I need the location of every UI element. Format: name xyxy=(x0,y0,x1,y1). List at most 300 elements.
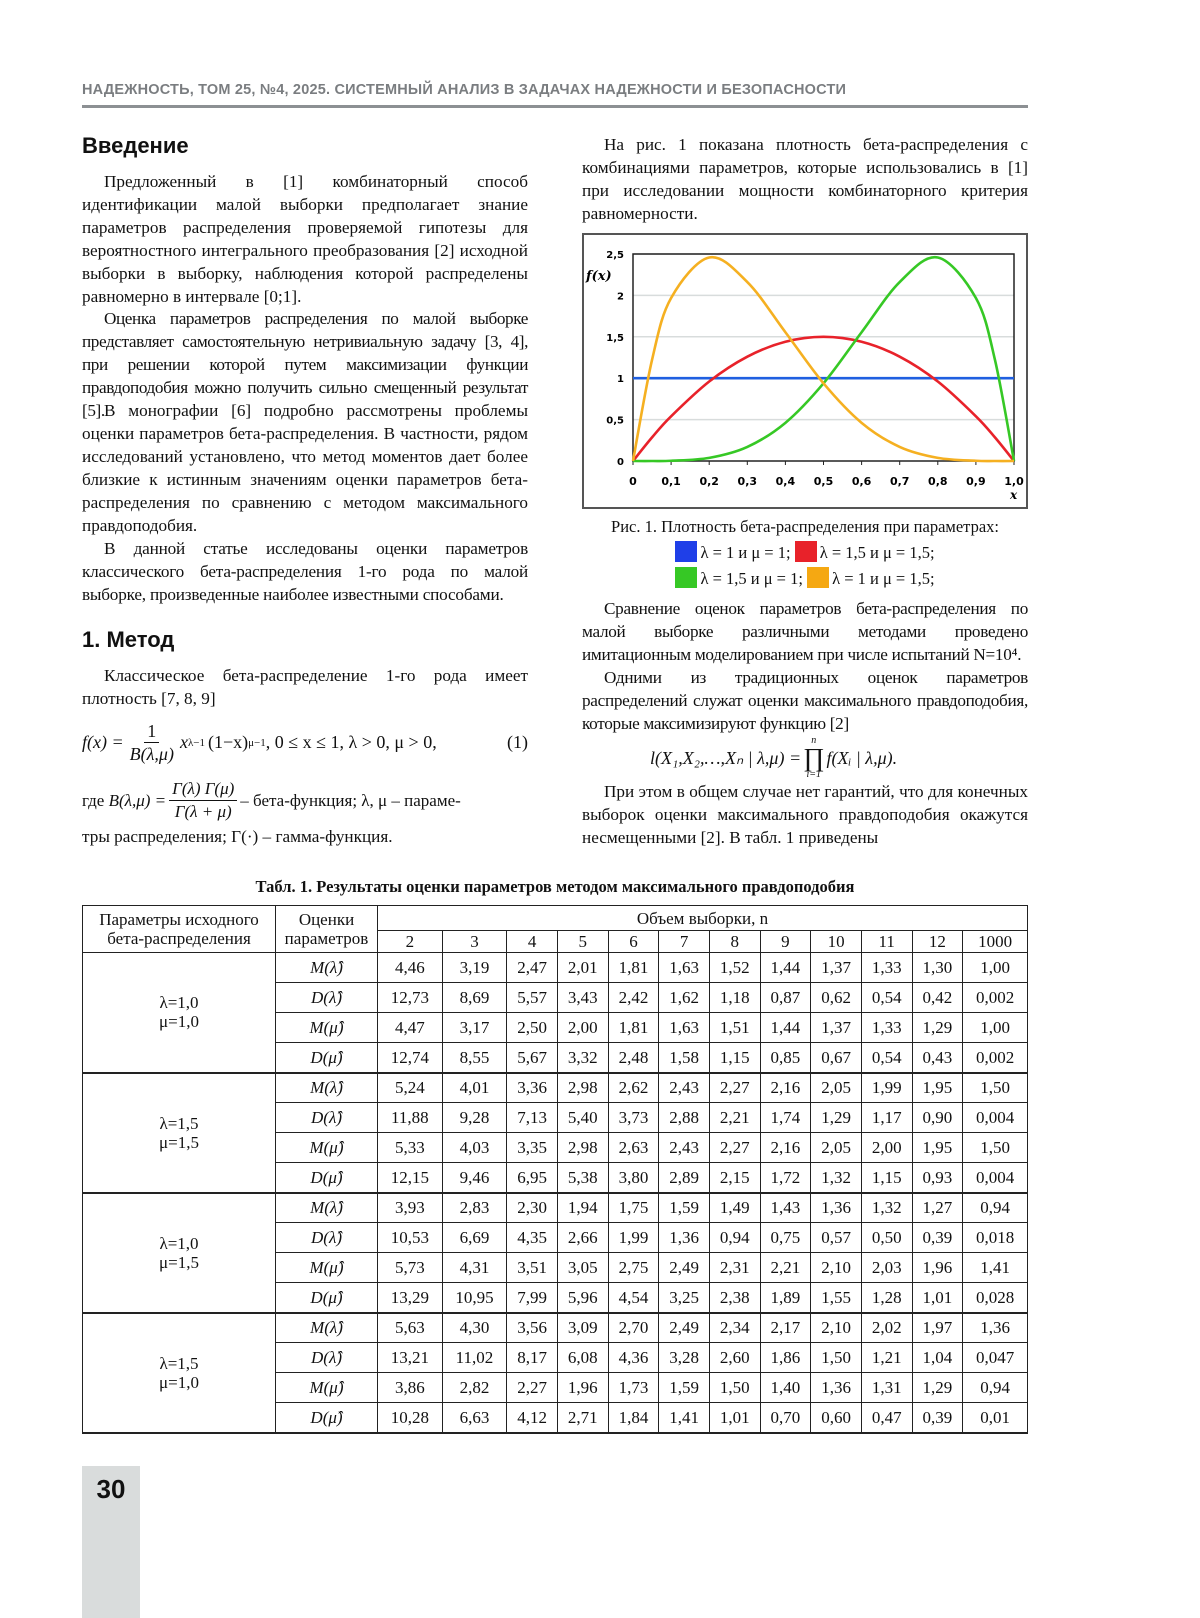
col-header-n: 10 xyxy=(811,931,862,953)
col-header-n: 2 xyxy=(378,931,443,953)
value-cell: 5,63 xyxy=(378,1313,443,1343)
value-cell: 1,99 xyxy=(608,1223,659,1253)
value-cell: 2,48 xyxy=(608,1043,659,1073)
eq-exp2: μ−1 xyxy=(248,737,266,749)
value-cell: 0,85 xyxy=(760,1043,811,1073)
value-cell: 0,047 xyxy=(963,1343,1028,1373)
value-cell: 3,36 xyxy=(507,1073,558,1103)
value-cell: 1,29 xyxy=(912,1013,963,1043)
value-cell: 6,69 xyxy=(442,1223,507,1253)
estimate-label: M(μ̂) xyxy=(276,1373,378,1403)
value-cell: 5,96 xyxy=(557,1283,608,1313)
value-cell: 1,15 xyxy=(709,1043,760,1073)
table-title: Табл. 1. Результаты оценки параметров методом максимального правдоподобия xyxy=(82,877,1028,897)
x-tick-label: 0,5 xyxy=(814,475,834,488)
sample-size-label: Объем выборки, n xyxy=(637,909,768,928)
eq-number: (1) xyxy=(507,732,528,753)
value-cell: 1,15 xyxy=(861,1163,912,1193)
value-cell: 1,63 xyxy=(659,953,710,983)
value-cell: 1,86 xyxy=(760,1343,811,1373)
value-cell: 2,43 xyxy=(659,1073,710,1103)
col-header-estimates: Оценки параметров xyxy=(276,906,378,953)
param-label: λ=1,0 xyxy=(83,993,275,1012)
eq-exp1: λ−1 xyxy=(188,737,205,749)
value-cell: 5,57 xyxy=(507,983,558,1013)
value-cell: 2,63 xyxy=(608,1133,659,1163)
estimate-label: D(λ̂) xyxy=(276,983,378,1013)
value-cell: 0,54 xyxy=(861,983,912,1013)
value-cell: 2,03 xyxy=(861,1253,912,1283)
y-axis-label: f(x) xyxy=(585,269,612,284)
value-cell: 11,88 xyxy=(378,1103,443,1133)
estimate-label: D(μ̂) xyxy=(276,1283,378,1313)
value-cell: 1,01 xyxy=(709,1403,760,1433)
value-cell: 3,86 xyxy=(378,1373,443,1403)
value-cell: 13,21 xyxy=(378,1343,443,1373)
value-cell: 9,46 xyxy=(442,1163,507,1193)
estimate-label: M(μ̂) xyxy=(276,1253,378,1283)
value-cell: 0,39 xyxy=(912,1403,963,1433)
x-axis-label: x xyxy=(1009,488,1018,502)
value-cell: 1,52 xyxy=(709,953,760,983)
estimate-label: D(μ̂) xyxy=(276,1403,378,1433)
value-cell: 1,74 xyxy=(760,1103,811,1133)
value-cell: 1,97 xyxy=(912,1313,963,1343)
value-cell: 12,15 xyxy=(378,1163,443,1193)
param-label: λ=1,0 xyxy=(83,1234,275,1253)
value-cell: 1,50 xyxy=(963,1073,1028,1103)
param-cell xyxy=(83,1073,276,1193)
value-cell: 0,94 xyxy=(963,1373,1028,1403)
value-cell: 4,03 xyxy=(442,1133,507,1163)
eq-rhs: f(Xᵢ | λ,μ). xyxy=(827,748,898,769)
header-rule xyxy=(82,105,1028,108)
series-line-2 xyxy=(633,257,1014,461)
eq-numerator: Γ(λ) Γ(μ) xyxy=(169,778,237,801)
value-cell: 2,98 xyxy=(557,1133,608,1163)
value-cell: 5,67 xyxy=(507,1043,558,1073)
value-cell: 1,41 xyxy=(659,1403,710,1433)
value-cell: 4,30 xyxy=(442,1313,507,1343)
col-header-n: 3 xyxy=(442,931,507,953)
value-cell: 3,19 xyxy=(442,953,507,983)
value-cell: 1,75 xyxy=(608,1193,659,1223)
value-cell: 7,99 xyxy=(507,1283,558,1313)
estimate-label: M(μ̂) xyxy=(276,1133,378,1163)
value-cell: 2,60 xyxy=(709,1343,760,1373)
caption-text: Рис. 1. Плотность бета-распределения при параметрах: xyxy=(582,514,1028,540)
eq-lhs: l(X₁,X₂,…,Xₙ | λ,μ) = xyxy=(650,748,801,769)
paragraph: Предложенный в [1] комбинаторный способ идентификации малой выборки предполагает знание параметров распределения проверяемой гипотезы для вероятностного интегрального преобразования [2] исходной выборки в выборку, наблюдения которой распределены равномерно в интервале [0;1]. xyxy=(82,170,528,308)
value-cell: 2,16 xyxy=(760,1133,811,1163)
col-header-n: 11 xyxy=(861,931,912,953)
value-cell: 2,34 xyxy=(709,1313,760,1343)
x-tick-label: 0,3 xyxy=(738,475,758,488)
col-header-params: Параметры исходного бета-распределения xyxy=(83,906,276,953)
value-cell: 2,88 xyxy=(659,1103,710,1133)
value-cell: 2,27 xyxy=(507,1373,558,1403)
value-cell: 3,51 xyxy=(507,1253,558,1283)
value-cell: 1,59 xyxy=(659,1373,710,1403)
value-cell: 5,33 xyxy=(378,1133,443,1163)
y-tick-label: 1,5 xyxy=(606,333,624,344)
eq-lower-limit: i=1 xyxy=(807,770,822,780)
value-cell: 8,17 xyxy=(507,1343,558,1373)
x-tick-label: 0,6 xyxy=(852,475,872,488)
param-label: μ=1,0 xyxy=(83,1373,275,1392)
y-tick-label: 1 xyxy=(617,374,624,385)
legend-label: λ = 1,5 и μ = 1; xyxy=(700,569,803,588)
value-cell: 0,62 xyxy=(811,983,862,1013)
value-cell: 2,38 xyxy=(709,1283,760,1313)
value-cell: 2,27 xyxy=(709,1133,760,1163)
value-cell: 4,36 xyxy=(608,1343,659,1373)
value-cell: 0,93 xyxy=(912,1163,963,1193)
value-cell: 4,54 xyxy=(608,1283,659,1313)
param-label: λ=1,5 xyxy=(83,1114,275,1133)
equation-1 xyxy=(82,720,528,765)
value-cell: 1,96 xyxy=(557,1373,608,1403)
value-cell: 11,02 xyxy=(442,1343,507,1373)
value-cell: 8,69 xyxy=(442,983,507,1013)
estimate-label: M(λ̂) xyxy=(276,1073,378,1103)
estimate-label: D(μ̂) xyxy=(276,1163,378,1193)
eq-mid: (1−x) xyxy=(208,732,248,753)
value-cell: 1,04 xyxy=(912,1343,963,1373)
value-cell: 5,40 xyxy=(557,1103,608,1133)
value-cell: 3,56 xyxy=(507,1313,558,1343)
value-cell: 1,33 xyxy=(861,1013,912,1043)
col-header-n: 8 xyxy=(709,931,760,953)
value-cell: 1,31 xyxy=(861,1373,912,1403)
estimate-label: M(λ̂) xyxy=(276,1313,378,1343)
value-cell: 2,66 xyxy=(557,1223,608,1253)
param-label: μ=1,5 xyxy=(83,1133,275,1152)
value-cell: 12,73 xyxy=(378,983,443,1013)
series-line-3 xyxy=(633,257,1014,461)
plot-frame xyxy=(633,254,1014,461)
results-table xyxy=(82,905,1028,1434)
value-cell: 1,95 xyxy=(912,1133,963,1163)
value-cell: 10,28 xyxy=(378,1403,443,1433)
value-cell: 3,25 xyxy=(659,1283,710,1313)
value-cell: 3,05 xyxy=(557,1253,608,1283)
legend-swatch-green xyxy=(675,567,697,588)
value-cell: 10,53 xyxy=(378,1223,443,1253)
value-cell: 2,42 xyxy=(608,983,659,1013)
paragraph: В монографии [6] подробно рассмотрены проблемы оценки параметров бета-распределения. В частности, рядом исследований установлено, что метод моментов дает более близкие к истинным значениям оценки параметров бета-распределения по сравнению с методом максимального правдоподобия. xyxy=(82,399,528,537)
value-cell: 6,08 xyxy=(557,1343,608,1373)
value-cell: 3,32 xyxy=(557,1043,608,1073)
series-line-1 xyxy=(633,337,1014,461)
running-header: НАДЕЖНОСТЬ, ТОМ 25, №4, 2025. СИСТЕМНЫЙ АНАЛИЗ В ЗАДАЧАХ НАДЕЖНОСТИ И БЕЗОПАСНОСТИ xyxy=(82,82,1028,98)
y-tick-label: 2,5 xyxy=(606,250,624,261)
eq-conditions: , 0 ≤ x ≤ 1, λ > 0, μ > 0, xyxy=(266,732,437,753)
estimate-label: D(λ̂) xyxy=(276,1343,378,1373)
col-header-n: 6 xyxy=(608,931,659,953)
value-cell: 1,33 xyxy=(861,953,912,983)
paragraph: На рис. 1 показана плотность бета-распределения с комбинациями параметров, которые использовались в [1] при исследовании мощности комбинаторного критерия равномерности. xyxy=(582,133,1028,225)
value-cell: 3,43 xyxy=(557,983,608,1013)
value-cell: 6,95 xyxy=(507,1163,558,1193)
y-tick-label: 0 xyxy=(617,457,624,468)
value-cell: 1,40 xyxy=(760,1373,811,1403)
value-cell: 2,05 xyxy=(811,1073,862,1103)
eq-prefix: где xyxy=(82,791,104,811)
value-cell: 0,018 xyxy=(963,1223,1028,1253)
value-cell: 1,72 xyxy=(760,1163,811,1193)
value-cell: 1,32 xyxy=(861,1193,912,1223)
paragraph: Одними из традиционных оценок параметров распределений служат оценки максимального правдоподобия, которые максимизируют функцию [2] xyxy=(582,666,1028,735)
value-cell: 1,50 xyxy=(709,1373,760,1403)
value-cell: 0,75 xyxy=(760,1223,811,1253)
value-cell: 0,004 xyxy=(963,1103,1028,1133)
value-cell: 0,67 xyxy=(811,1043,862,1073)
value-cell: 13,29 xyxy=(378,1283,443,1313)
value-cell: 1,43 xyxy=(760,1193,811,1223)
figure-1-chart xyxy=(582,233,1028,509)
product-symbol: ∏ xyxy=(803,746,824,770)
value-cell: 0,57 xyxy=(811,1223,862,1253)
value-cell: 1,29 xyxy=(811,1103,862,1133)
value-cell: 0,002 xyxy=(963,1043,1028,1073)
value-cell: 2,50 xyxy=(507,1013,558,1043)
value-cell: 1,36 xyxy=(963,1313,1028,1343)
value-cell: 1,51 xyxy=(709,1013,760,1043)
value-cell: 2,21 xyxy=(760,1253,811,1283)
value-cell: 1,58 xyxy=(659,1043,710,1073)
value-cell: 4,47 xyxy=(378,1013,443,1043)
param-cell xyxy=(83,953,276,1073)
legend-label: λ = 1 и μ = 1; xyxy=(700,543,790,562)
y-tick-label: 0,5 xyxy=(606,416,624,427)
value-cell: 2,83 xyxy=(442,1193,507,1223)
value-cell: 3,28 xyxy=(659,1343,710,1373)
table-row xyxy=(83,1073,1028,1103)
value-cell: 2,21 xyxy=(709,1103,760,1133)
value-cell: 2,10 xyxy=(811,1313,862,1343)
value-cell: 1,00 xyxy=(963,953,1028,983)
value-cell: 2,30 xyxy=(507,1193,558,1223)
value-cell: 4,12 xyxy=(507,1403,558,1433)
value-cell: 0,47 xyxy=(861,1403,912,1433)
value-cell: 2,71 xyxy=(557,1403,608,1433)
value-cell: 2,62 xyxy=(608,1073,659,1103)
eq-denominator: B(λ,μ) xyxy=(127,743,177,765)
value-cell: 9,28 xyxy=(442,1103,507,1133)
value-cell: 1,41 xyxy=(963,1253,1028,1283)
value-cell: 1,37 xyxy=(811,1013,862,1043)
value-cell: 1,94 xyxy=(557,1193,608,1223)
value-cell: 2,05 xyxy=(811,1133,862,1163)
value-cell: 5,24 xyxy=(378,1073,443,1103)
value-cell: 0,60 xyxy=(811,1403,862,1433)
value-cell: 1,89 xyxy=(760,1283,811,1313)
y-tick-label: 2 xyxy=(617,291,624,302)
value-cell: 4,01 xyxy=(442,1073,507,1103)
value-cell: 4,31 xyxy=(442,1253,507,1283)
value-cell: 1,62 xyxy=(659,983,710,1013)
estimate-label: M(λ̂) xyxy=(276,953,378,983)
value-cell: 1,18 xyxy=(709,983,760,1013)
value-cell: 2,01 xyxy=(557,953,608,983)
section-heading-method: 1. Метод xyxy=(82,627,174,653)
value-cell: 1,81 xyxy=(608,1013,659,1043)
value-cell: 3,93 xyxy=(378,1193,443,1223)
value-cell: 6,63 xyxy=(442,1403,507,1433)
value-cell: 2,82 xyxy=(442,1373,507,1403)
eq-upper-limit: n xyxy=(811,736,816,746)
x-tick-label: 0,9 xyxy=(966,475,986,488)
value-cell: 1,81 xyxy=(608,953,659,983)
value-cell: 4,46 xyxy=(378,953,443,983)
value-cell: 1,50 xyxy=(811,1343,862,1373)
legend-swatch-orange xyxy=(807,567,829,588)
param-cell xyxy=(83,1313,276,1433)
value-cell: 1,21 xyxy=(861,1343,912,1373)
x-tick-label: 0,2 xyxy=(699,475,719,488)
eq-x: x xyxy=(180,732,188,753)
table-row xyxy=(83,953,1028,983)
equation-2 xyxy=(82,778,461,823)
value-cell: 12,74 xyxy=(378,1043,443,1073)
value-cell: 1,29 xyxy=(912,1373,963,1403)
value-cell: 1,17 xyxy=(861,1103,912,1133)
col-header-n: 12 xyxy=(912,931,963,953)
value-cell: 0,028 xyxy=(963,1283,1028,1313)
value-cell: 3,35 xyxy=(507,1133,558,1163)
value-cell: 3,17 xyxy=(442,1013,507,1043)
value-cell: 2,98 xyxy=(557,1073,608,1103)
value-cell: 2,00 xyxy=(557,1013,608,1043)
value-cell: 1,27 xyxy=(912,1193,963,1223)
param-cell xyxy=(83,1193,276,1313)
value-cell: 1,32 xyxy=(811,1163,862,1193)
value-cell: 0,94 xyxy=(963,1193,1028,1223)
value-cell: 2,10 xyxy=(811,1253,862,1283)
value-cell: 0,002 xyxy=(963,983,1028,1013)
value-cell: 2,16 xyxy=(760,1073,811,1103)
eq-denominator: Γ(λ + μ) xyxy=(172,801,235,823)
value-cell: 1,37 xyxy=(811,953,862,983)
beta-density-plot xyxy=(584,235,1026,507)
value-cell: 1,84 xyxy=(608,1403,659,1433)
estimate-label: D(μ̂) xyxy=(276,1043,378,1073)
value-cell: 8,55 xyxy=(442,1043,507,1073)
eq-lhs: f(x) = xyxy=(82,732,124,753)
value-cell: 7,13 xyxy=(507,1103,558,1133)
table-row xyxy=(83,1193,1028,1223)
estimate-label: M(λ̂) xyxy=(276,1193,378,1223)
paragraph: Классическое бета-распределение 1-го рода имеет плотность [7, 8, 9] xyxy=(82,664,528,710)
value-cell: 5,73 xyxy=(378,1253,443,1283)
col-header-n: 7 xyxy=(659,931,710,953)
value-cell: 2,00 xyxy=(861,1133,912,1163)
value-cell: 0,87 xyxy=(760,983,811,1013)
value-cell: 0,70 xyxy=(760,1403,811,1433)
legend-label: λ = 1,5 и μ = 1,5; xyxy=(820,543,935,562)
value-cell: 0,94 xyxy=(709,1223,760,1253)
value-cell: 1,36 xyxy=(811,1193,862,1223)
col-header-n: 5 xyxy=(557,931,608,953)
value-cell: 3,80 xyxy=(608,1163,659,1193)
section-heading-intro: Введение xyxy=(82,133,189,159)
page-number: 30 xyxy=(82,1466,140,1618)
value-cell: 1,01 xyxy=(912,1283,963,1313)
value-cell: 1,44 xyxy=(760,1013,811,1043)
value-cell: 0,43 xyxy=(912,1043,963,1073)
value-cell: 0,004 xyxy=(963,1163,1028,1193)
eq-numerator: 1 xyxy=(144,720,159,743)
col-header-sample-size xyxy=(378,906,1028,931)
estimate-label: D(λ̂) xyxy=(276,1103,378,1133)
value-cell: 2,15 xyxy=(709,1163,760,1193)
value-cell: 5,38 xyxy=(557,1163,608,1193)
x-tick-label: 0,4 xyxy=(776,475,796,488)
paragraph: При этом в общем случае нет гарантий, что для конечных выборок оценки максимального правдоподобия окажутся несмещенными [2]. В табл. 1 приведены xyxy=(582,780,1028,849)
paragraph: тры распределения; Γ(·) – гамма-функция. xyxy=(82,825,528,848)
value-cell: 1,28 xyxy=(861,1283,912,1313)
value-cell: 0,39 xyxy=(912,1223,963,1253)
value-cell: 2,17 xyxy=(760,1313,811,1343)
value-cell: 10,95 xyxy=(442,1283,507,1313)
value-cell: 1,73 xyxy=(608,1373,659,1403)
value-cell: 2,70 xyxy=(608,1313,659,1343)
x-tick-label: 0 xyxy=(629,475,637,488)
table-row xyxy=(83,1313,1028,1343)
value-cell: 3,09 xyxy=(557,1313,608,1343)
value-cell: 2,49 xyxy=(659,1313,710,1343)
eq-lhs: B(λ,μ) = xyxy=(109,791,167,811)
estimate-label: M(μ̂) xyxy=(276,1013,378,1043)
x-tick-label: 0,8 xyxy=(928,475,948,488)
value-cell: 1,63 xyxy=(659,1013,710,1043)
value-cell: 1,30 xyxy=(912,953,963,983)
value-cell: 1,95 xyxy=(912,1073,963,1103)
value-cell: 1,00 xyxy=(963,1013,1028,1043)
param-label: μ=1,5 xyxy=(83,1253,275,1272)
param-label: λ=1,5 xyxy=(83,1354,275,1373)
value-cell: 2,75 xyxy=(608,1253,659,1283)
paragraph: В данной статье исследованы оценки параметров классического бета-распределения 1-го рода по малой выборке, произведенные наиболее известными способами. xyxy=(82,537,528,606)
value-cell: 0,54 xyxy=(861,1043,912,1073)
paragraph: Оценка параметров распределения по малой выборке представляет самостоятельную нетривиальную задачу [3, 4], при решении которой путем максимизации функции правдоподобия можно получить сильно смещенный результат [5]. xyxy=(82,307,528,422)
col-header-n: 9 xyxy=(760,931,811,953)
value-cell: 0,42 xyxy=(912,983,963,1013)
x-tick-label: 1,0 xyxy=(1004,475,1024,488)
value-cell: 1,96 xyxy=(912,1253,963,1283)
equation-3 xyxy=(650,736,897,780)
value-cell: 3,73 xyxy=(608,1103,659,1133)
value-cell: 1,36 xyxy=(811,1373,862,1403)
paragraph: Сравнение оценок параметров бета-распределения по малой выборке различными методами проведено имитационным моделированием при числе испытаний N=10⁴. xyxy=(582,597,1028,666)
value-cell: 1,59 xyxy=(659,1193,710,1223)
value-cell: 2,02 xyxy=(861,1313,912,1343)
param-label: μ=1,0 xyxy=(83,1012,275,1031)
value-cell: 0,50 xyxy=(861,1223,912,1253)
col-header-n: 1000 xyxy=(963,931,1028,953)
value-cell: 1,44 xyxy=(760,953,811,983)
estimate-label: D(λ̂) xyxy=(276,1223,378,1253)
legend-label: λ = 1 и μ = 1,5; xyxy=(832,569,935,588)
value-cell: 2,43 xyxy=(659,1133,710,1163)
value-cell: 0,01 xyxy=(963,1403,1028,1433)
col-header-n: 4 xyxy=(507,931,558,953)
value-cell: 2,89 xyxy=(659,1163,710,1193)
figure-caption xyxy=(582,514,1028,592)
value-cell: 2,27 xyxy=(709,1073,760,1103)
value-cell: 1,99 xyxy=(861,1073,912,1103)
